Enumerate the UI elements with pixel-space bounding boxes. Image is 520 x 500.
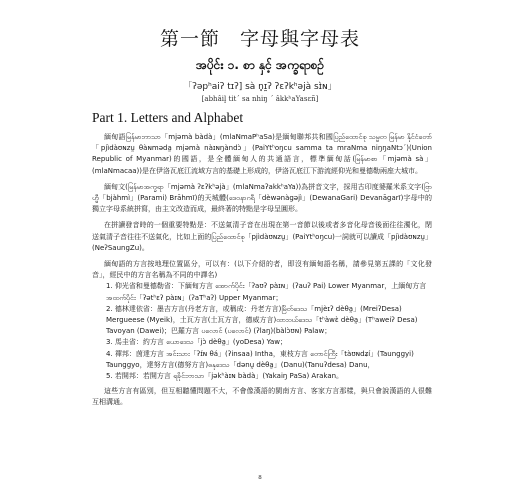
dialect-item: 1. 仰光省和曼德勒省：下緬甸方言 အောက်ပိုင်း「ʔaʊʔ pàɪɴ」(ʔauʔ Pai) Lower Myanmar，上緬甸方言 အထက်ပိုင်း「ʔətʰɛʔ pàɪɴ」(ʔaTʰaʔ) Upper Myanmar；	[106, 282, 427, 302]
dialect-item: 2. 德林達依省：墨吉方言(丹老方言，或稱成：丹老方言)မြိတ်ဒေသ「mjèɪʔ dèθa̰」(MreiʔDesa) Mergueese (Myeik)，土瓦方言(土瓦方言，德威方言)ထားဝယ်ဒေသ「tʰàwɛ̀ dèθa̰」(Tʰaweiʔ Desa) Tavoyan (Dawei)；巴羅方言 ပလောင် (ပလောင်) (ʔlaŋ)(bàlɔ̀ʊɴ) Palaw；	[106, 304, 418, 336]
chapter-title-chinese: 第一節 字母與字母表	[159, 28, 360, 50]
dialect-item: 4. 禪邦：茵達方言 အင်းသား「ʔɪ́ɴ θá」(ʔinsaa) Intha，東枝方言 တောင်ကြီး「tàʊɴdʑí」(Taunggyi) Taunggyo，達努方言(德努方言)ဓနုဒေသ「dənṵ dèθa̰」(Danu)(Tanuʔdesa) Danu，	[106, 349, 414, 369]
section-heading: Part 1. Letters and Alphabet	[92, 110, 244, 125]
paragraph: 在拼讀發音時的一個重要特點是：不送氣清子音在出現在第一音節以後或者多音化母音後面往往濁化，閉送氣清子音往往不送氣化，比如上面的ပြည်ထောင်စု「pjìdàʊɴzṵ」(PaiYtʰoŋcu)一詞就可以讀成「pjìdàʊɴzṵ」(NeʔSaungZu)。	[92, 221, 432, 252]
body-text	[92, 132, 432, 414]
chapter-title-block	[0, 24, 520, 103]
page-number: 8	[258, 474, 262, 481]
paragraph: 緬甸文(မြန်မာအက္ခရာ「mjəmà ʔɛʔkʰəjà」(mlaNmaʔakkʰaYa))為拼音文字，採用古印度婆羅米系文字(ဗြာဟ္မီ「bjàhmì」(Parami) Brāhmī)的天城體(ဒေဝနာဂရီ「dèwənàgəjì」(DewanaGari) Devanāgarī)字母中的獨立字母系統拼寫，由主文改造而成，最終著的特點是字母呈圓形。	[92, 182, 432, 214]
closing-paragraph: 這些方言有區別，但互相聽懂問題不大，不會像漢語的閩南方言、客家方言那樣，與只會說漢語的人很難互相溝通。	[92, 387, 432, 407]
dialect-item: 5. 若開邦：若開方言 ရခိုင်ဘာသာ「jəkʰàɪɴ bàdà」(Yakaiŋ PaSa) Arakan。	[106, 372, 344, 381]
paragraph: 緬甸語မြန်မာဘာသာ「mjəmà bàdà」(mlaNmaPʰaSa)是緬甸聯邦共和國ပြည်ထောင်စု သမ္မတ မြန်မာ နိုင်ငံတော်「pjìdàʊɴzṵ θàɴməda̰ mjəmà nàɪɴŋàndɔ̀」(PaiYtʰoŋcu samma ta mraNma niŋŋaNtɔ´)(Union Republic of Myanmar)的國語，是全體緬甸人的共通語言，標準緬甸話(မြန်မာစာ「mjəmà sà」(mlaNmacaa))是在伊洛瓦底江流域方言的基礎上形成的，伊洛瓦底江下游流經仰光和曼德勒兩座大城市。	[92, 133, 432, 175]
dialect-intro: 緬甸語的方言按地理位置區分，可以有：(以下介紹的者，即沒有緬甸語名稱，請參見第五課的「文化發音」，經民中的方言名稱為不同的中譯名)	[92, 260, 432, 280]
dialect-item: 3. 馬圭省：約方言 ယောဒေသ「jɔ̀ dèθa̰」(yoDesa) Yaw；	[106, 338, 287, 347]
chapter-title-romanization: [abhâil̥ tit´ sa nhiŋ ´ âkkʰaYasεñ]	[201, 95, 319, 103]
chapter-title-ipa: 「ʔəpʰaiʔ tɪʔ] sà n̥ɪ̰ʔ ʔɛʔkʰəjà sɪ̀ɴ」	[183, 82, 337, 92]
chapter-title-burmese: အပိုင်း ၁. စာ နှင့် အက္ခရာစဉ်	[195, 58, 325, 72]
